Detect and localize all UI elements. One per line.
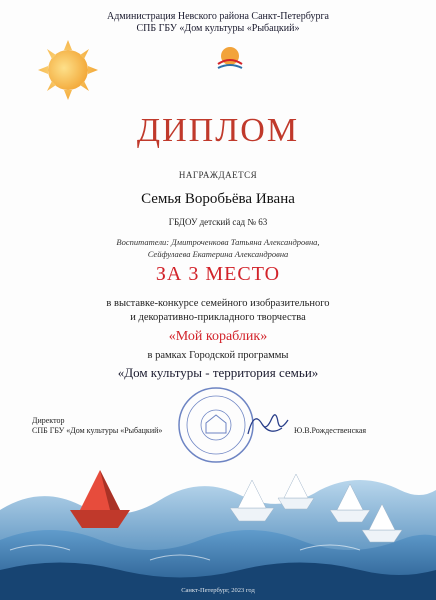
sun-icon [36,30,106,110]
diploma-title: ДИПЛОМ [136,112,300,149]
signature-mark [244,406,294,442]
footer-text: Санкт-Петербург, 2023 год [181,587,255,594]
header-line-1: Администрация Невского района Санкт-Петербурга [106,11,329,22]
award-label: НАГРАЖДАЕТСЯ [178,170,258,180]
institution: ГБДОУ детский сад № 63 [168,217,268,227]
teachers-line-1: Воспитатели: Дмитроченкова Татьяна Александровна, [116,237,320,247]
white-paper-boat-2 [278,474,314,509]
house-of-culture-logo-icon [210,40,250,80]
teachers-line-2: Сейфулаева Екатерина Александровна [147,249,289,259]
description-line-2: и декоративно-прикладного творчества [130,312,306,323]
program-name: «Дом культуры - территория семьи» [117,365,319,380]
red-paper-boat [70,470,130,528]
signature-name: Ю.В.Рождественская [294,426,367,435]
sea-illustration [0,450,436,600]
award-place: ЗА 3 МЕСТО [155,263,281,285]
description-line-1: в выставке-конкурсе семейного изобразительного [106,298,330,309]
signature-position-1: Директор [32,416,65,425]
recipient-name: Семья Воробьёва Ивана [141,191,295,207]
signature-position-2: СПБ ГБУ «Дом культуры «Рыбацкий» [32,426,163,435]
description-line-3: в рамках Городской программы [147,350,289,361]
header-line-2: СПБ ГБУ «Дом культуры «Рыбацкий» [136,23,300,34]
contest-name: «Мой кораблик» [168,329,268,344]
